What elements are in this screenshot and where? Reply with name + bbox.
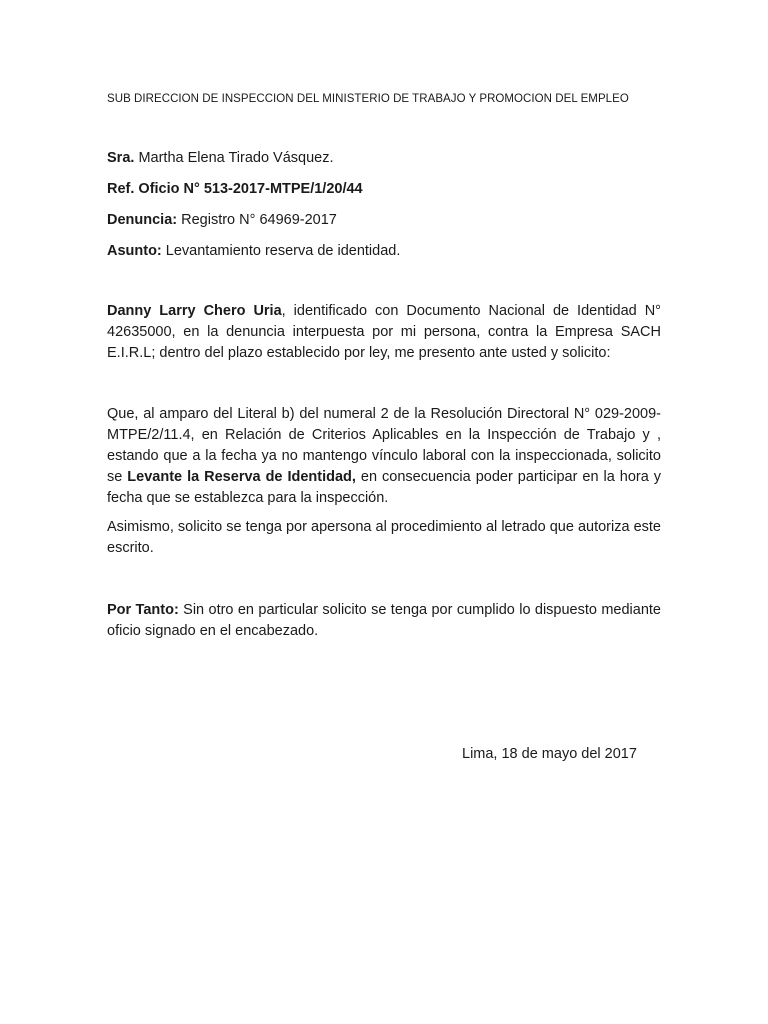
reference-label: Ref. Oficio N° 513-2017-MTPE/1/20/44 (107, 181, 363, 197)
paragraph-introduction-text: , identificado con Documento Nacional de Identidad N° 42635000, en la denuncia interpuesta por mi persona, contra la Empresa SACH E.I.R.L; dentro del plazo establecido por ley, me presento ante usted y solicito: (107, 303, 661, 361)
paragraph-request (107, 404, 661, 509)
petitioner-name: Danny Larry Chero Uria (107, 303, 282, 319)
addressee-value: Martha Elena Tirado Vásquez. (134, 150, 334, 166)
subject-value: Levantamiento reserva de identidad. (161, 243, 401, 259)
complaint-value: Registro N° 64969-2017 (177, 212, 337, 228)
addressee-label: Sra. (107, 150, 135, 166)
subject-label: Asunto: (107, 243, 162, 259)
complaint-line (107, 212, 337, 228)
complaint-label: Denuncia: (107, 212, 178, 228)
place-date: Lima, 18 de mayo del 2017 (462, 746, 637, 762)
paragraph-request-text-after: en consecuencia poder participar en la hora y fecha que se establezca para la inspección. (107, 469, 662, 506)
paragraph-authorization (107, 517, 661, 559)
reference-line (107, 181, 363, 197)
paragraph-conclusion (107, 600, 661, 642)
paragraph-introduction (107, 301, 661, 364)
paragraph-conclusion-text: Sin otro en particular solicito se tenga por cumplido lo dispuesto mediante oficio signado en el encabezado. (107, 602, 661, 639)
paragraph-request-emphasis: Levante la Reserva de Identidad, (127, 469, 356, 485)
subject-line (107, 243, 400, 259)
paragraph-request-text-before: Que, al amparo del Literal b) del numeral 2 de la Resolución Directoral N° 029-2009-MTPE/2/11.4, en Relación de Criterios Aplicables en la Inspección de Trabajo y , estando que a la fecha ya no mantengo vínculo laboral con la inspeccionada, solicito se (107, 406, 661, 485)
addressee-line (107, 150, 334, 166)
document-header: SUB DIRECCION DE INSPECCION DEL MINISTERIO DE TRABAJO Y PROMOCION DEL EMPLEO (107, 93, 629, 105)
paragraph-authorization-text: Asimismo, solicito se tenga por apersona al procedimiento al letrado que autoriza este escrito. (107, 519, 661, 556)
conclusion-label: Por Tanto: (107, 602, 179, 618)
